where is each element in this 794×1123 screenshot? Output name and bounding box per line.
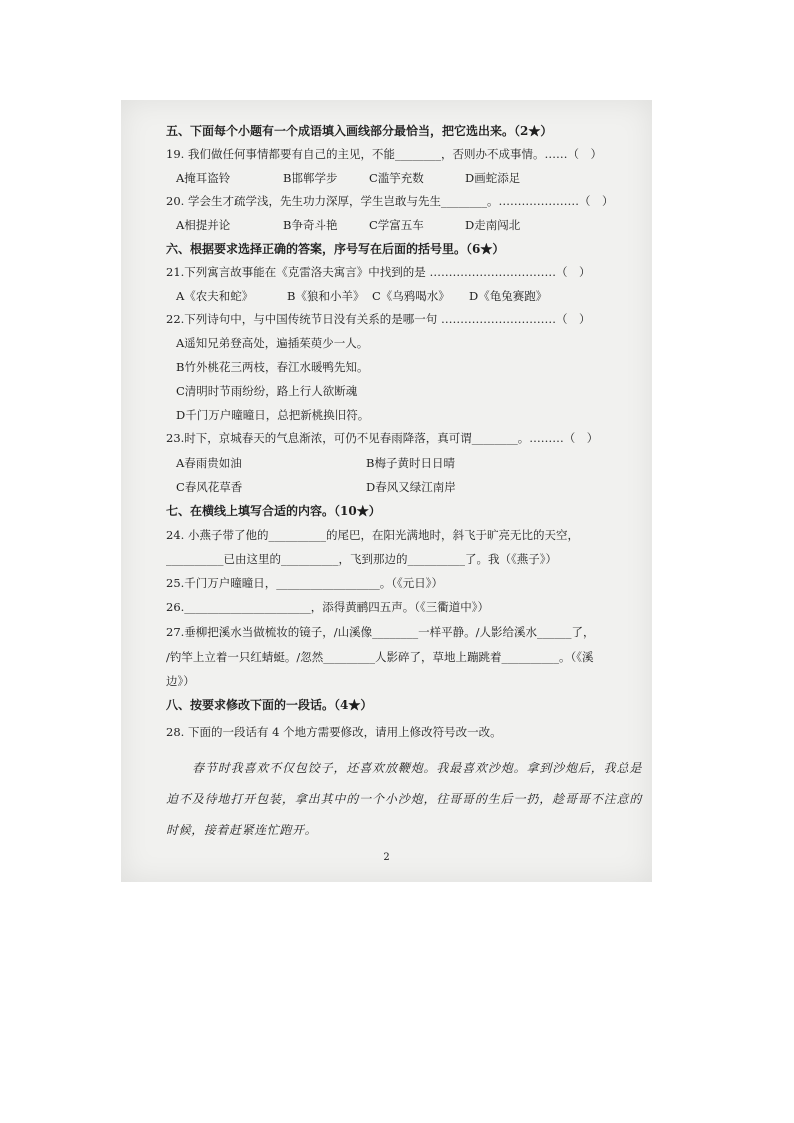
q22-option-a: A遥知兄弟登高处，遍插茱萸少一人。	[176, 336, 369, 350]
question-27-line-1: 27.垂柳把溪水当做梳妆的镜子，/山溪像________一样平静。/人影给溪水______了，	[166, 625, 595, 639]
q20-option-c: C学富五车	[369, 218, 424, 232]
question-23: 23.时下，京城春天的气息渐浓，可仍不见春雨降落，真可谓________。………（ ）	[166, 431, 599, 445]
q20-option-b: B争奇斗艳	[283, 218, 338, 232]
question-19: 19. 我们做任何事情都要有自己的主见，不能________，否则办不成事情。……（ ）	[166, 147, 602, 161]
section-6-heading: 六、根据要求选择正确的答案，序号写在后面的括号里。（6★）	[166, 242, 505, 256]
q19-option-c: C滥竽充数	[369, 171, 424, 185]
section-7-heading: 七、在横线上填写合适的内容。（10★）	[166, 504, 381, 518]
q19-option-d: D画蛇添足	[465, 171, 521, 185]
q19-option-a: A掩耳盗铃	[176, 171, 231, 185]
question-27-line-3: 边》）	[166, 674, 195, 688]
question-25: 25.千门万户曈曈日，__________________。（《元日》）	[166, 576, 444, 590]
q22-option-b: B竹外桃花三两枝，春江水暖鸭先知。	[176, 360, 369, 374]
q22-option-d: D千门万户曈曈日，总把新桃换旧符。	[176, 408, 370, 422]
section-8-heading: 八、按要求修改下面的一段话。（4★）	[166, 698, 373, 712]
question-24-line-1: 24. 小燕子带了他的__________的尾巴，在阳光满地时，斜飞于旷亮无比的天空，	[166, 528, 579, 542]
question-26: 26.______________________，添得黄鹂四五声。（《三衢道中》）	[166, 600, 490, 614]
page-number: 2	[383, 852, 390, 863]
q21-option-c: C《乌鸦喝水》	[372, 289, 450, 303]
q22-option-c: C清明时节雨纷纷，路上行人欲断魂	[176, 384, 358, 398]
q21-option-a: A《农夫和蛇》	[176, 289, 254, 303]
question-28: 28. 下面的一段话有 4 个地方需要修改，请用上修改符号改一改。	[166, 725, 502, 739]
question-22: 22.下列诗句中，与中国传统节日没有关系的是哪一句 …………………………（ ）	[166, 312, 591, 326]
question-20: 20. 学会生才疏学浅，先生功力深厚，学生岂敢与先生________。…………………（ ）	[166, 194, 614, 208]
question-24-line-2: __________已由这里的__________，飞到那边的__________了。我（《燕子》）	[166, 552, 557, 566]
paragraph-to-edit: 春节时我喜欢不仅包饺子，还喜欢放鞭炮。我最喜欢沙炮。拿到沙炮后，我总是迫不及待地打开包装，拿出其中的一个小沙炮，往哥哥的生后一扔，趁哥哥不注意的时候，接着赶紧连忙跑开。	[166, 761, 642, 837]
q19-option-b: B邯郸学步	[283, 171, 338, 185]
question-27-line-2: /钓竿上立着一只红蜻蜓。/忽然_________人影碎了，草地上蹦跳着__________。（《溪	[166, 650, 594, 664]
exam-page	[121, 100, 652, 882]
q23-option-b: B梅子黄时日日晴	[366, 456, 455, 470]
q23-option-c: C春风花草香	[176, 480, 243, 494]
question-21: 21.下列寓言故事能在《克雷洛夫寓言》中找到的是 ……………………………（ ）	[166, 265, 591, 279]
q23-option-a: A春雨贵如油	[176, 456, 242, 470]
q20-option-d: D走南闯北	[465, 218, 521, 232]
q21-option-b: B《狼和小羊》	[287, 289, 365, 303]
q20-option-a: A相提并论	[176, 218, 231, 232]
q23-option-d: D春风又绿江南岸	[366, 480, 456, 494]
q21-option-d: D《龟兔赛跑》	[469, 289, 548, 303]
section-5-heading: 五、下面每个小题有一个成语填入画线部分最恰当，把它选出来。（2★）	[166, 124, 553, 138]
